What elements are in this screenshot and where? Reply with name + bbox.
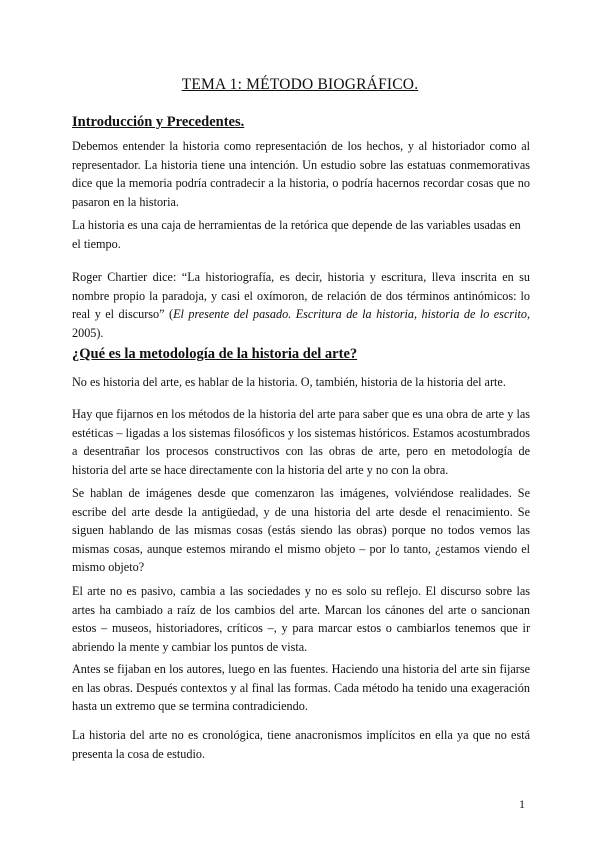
paragraph-metodologia-5: Antes se fijaban en los autores, luego en las fuentes. Haciendo una historia del arte sin fijarse en las obras. Después contextos y al final las formas. Cada método ha tenido una exageración hasta un extremo que se termina contradiciendo.: [72, 662, 530, 713]
paragraph-chartier-quote: [72, 268, 530, 342]
paragraph-metodologia-4: El arte no es pasivo, cambia a las sociedades y no es solo su reflejo. El discurso sobre las artes ha cambiado a raíz de los cambios del arte. Marcan los cánones del arte o sancionan estos – museos, historiadores, críticos –, y para marcar estos o cambiarlos tenemos que ir abriendo la mente y cambiar los puntos de vista.: [72, 584, 530, 654]
quote-source-title: El presente del pasado. Escritura de la historia, historia de lo escrito: [173, 307, 527, 321]
paragraph-metodologia-3: Se hablan de imágenes desde que comenzaron las imágenes, volviéndose realidades. Se escribe del arte desde la antigüedad, y de una historia del arte desde el renacimiento. Se siguen hablando de las mismas cosas (estás siendo las obras) porque no todos vemos las mismas cosas, aunque estemos mirando el mismo objeto – por lo tanto, ¿estamos viendo el mismo objeto?: [72, 486, 530, 574]
quote-text: Roger Chartier dice: “La historiografía, es decir, historia y escritura, lleva inscrita en su nombre propio la paradoja, y casi el oxímoron, de relación de dos términos antinómicos: lo real y el discurso” (: [72, 270, 530, 321]
paragraph-intro-1: Debemos entender la historia como representación de los hechos, y al historiador como al representador. La historia tiene una intención. Un estudio sobre las estatuas conmemorativas dice que la memoria podría contradecir a la historia, o podría hacernos recordar cosas que no pasaron en la historia.: [72, 139, 530, 209]
paragraph-metodologia-2: Hay que fijarnos en los métodos de la historia del arte para saber que es una obra de arte y las estéticas – ligadas a los sistemas filosóficos y los sistemas históricos. Estamos acostumbrados a desentrañar los procesos constructivos con las obras de arte, pero en metodología de historia del arte se hace directamente con la historia del arte y no con la obra.: [72, 407, 530, 477]
paragraph-intro-2: La historia es una caja de herramientas de la retórica que depende de las variables usadas en el tiempo.: [72, 218, 521, 251]
paragraph-metodologia-6: La historia del arte no es cronológica, tiene anacronismos implícitos en ella ya que no está presenta la cosa de estudio.: [72, 728, 530, 761]
section-heading-metodologia: ¿Qué es la metodología de la historia del arte?: [72, 346, 358, 362]
section-heading-introduccion: Introducción y Precedentes.: [72, 114, 245, 130]
page-number: 1: [519, 797, 525, 811]
paragraph-metodologia-1: No es historia del arte, es hablar de la historia. O, también, historia de la historia del arte.: [72, 375, 506, 389]
page-title: TEMA 1: MÉTODO BIOGRÁFICO.: [181, 76, 419, 93]
quote-source-year: , 2005).: [72, 307, 530, 340]
